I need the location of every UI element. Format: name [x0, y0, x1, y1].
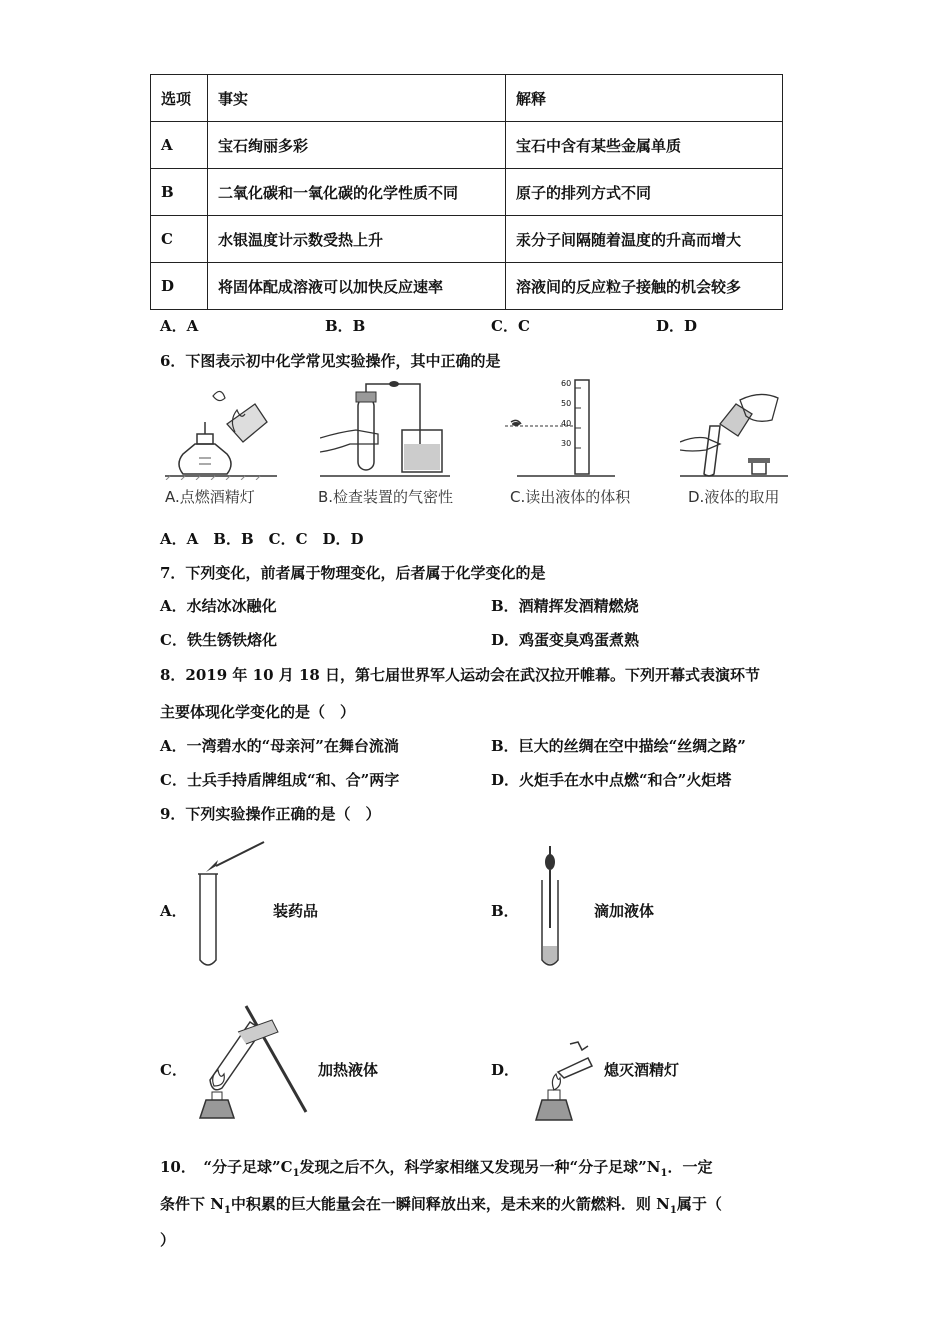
table-row — [151, 263, 783, 310]
figure-extinguish-lamp — [528, 1040, 603, 1124]
q6-options: A．A B．B C．C D．D — [160, 530, 364, 548]
q6-stem: 6．下图表示初中化学常见实验操作，其中正确的是 — [160, 352, 501, 370]
q9-a-label: 装药品 — [273, 902, 319, 920]
q9-b-label: 滴加液体 — [594, 902, 655, 920]
q8-option-c: C．士兵手持盾牌组成“和、合”两字 — [160, 771, 400, 789]
q5-option-c: C．C — [491, 317, 530, 335]
facts-table — [150, 74, 783, 310]
q10-text: 条件下 N — [160, 1195, 224, 1213]
subscript: 1 — [669, 1205, 677, 1216]
q6-caption-c: C.读出液体的体积 — [510, 488, 631, 506]
q10-text: ．一定 — [667, 1158, 713, 1176]
table-cell: C — [151, 216, 208, 263]
table-cell: 水银温度计示数受热上升 — [208, 216, 506, 263]
q6-caption-d: D.液体的取用 — [688, 488, 780, 506]
table-cell: 溶液间的反应粒子接触的机会较多 — [506, 263, 783, 310]
q8-option-d: D．火炬手在水中点燃“和合”火炬塔 — [491, 771, 732, 789]
q6-caption-b: B.检查装置的气密性 — [318, 488, 454, 506]
q10-line1 — [160, 1157, 713, 1184]
table-cell: D — [151, 263, 208, 310]
q10-line3: ） — [160, 1231, 176, 1249]
figure-read-volume — [505, 378, 615, 480]
q7-option-c: C．铁生锈铁熔化 — [160, 631, 277, 649]
q9-c-label: 加热液体 — [318, 1061, 379, 1079]
table-cell: 原子的排列方式不同 — [506, 169, 783, 216]
figure-take-liquid — [680, 380, 790, 480]
table-row — [151, 216, 783, 263]
q8-option-b: B．巨大的丝绸在空中描绘“丝绸之路” — [491, 737, 746, 755]
table-row — [151, 122, 783, 169]
q9-c-letter: C． — [160, 1061, 187, 1079]
q10-text: 10． “分子足球”C — [160, 1158, 293, 1176]
figure-check-airtightness — [320, 378, 455, 480]
tick-label: 50 — [561, 399, 572, 408]
table-cell: 将固体配成溶液可以加快反应速率 — [208, 263, 506, 310]
table-cell: A — [151, 122, 208, 169]
q8-stem-line1: 8．2019 年 10 月 18 日，第七届世界军人运动会在武汉拉开帷幕。下列开幕式表演环节 — [160, 666, 761, 684]
figure-load-solid — [192, 838, 272, 970]
q9-b-letter: B． — [491, 902, 519, 920]
tick-label: 40 — [561, 419, 572, 428]
table-header-cell: 事实 — [208, 75, 506, 122]
q7-stem: 7．下列变化，前者属于物理变化，后者属于化学变化的是 — [160, 564, 546, 582]
q9-stem: 9．下列实验操作正确的是（ ） — [160, 805, 381, 823]
table-cell: 汞分子间隔随着温度的升高而增大 — [506, 216, 783, 263]
q9-d-letter: D． — [491, 1061, 520, 1079]
table-cell: 宝石中含有某些金属单质 — [506, 122, 783, 169]
q5-option-a: A．A — [160, 317, 199, 335]
subscript: 1 — [660, 1168, 668, 1179]
q10-text: 属于（ — [676, 1195, 722, 1213]
figure-heat-liquid — [190, 1002, 315, 1126]
q8-option-a: A．一湾碧水的“母亲河”在舞台流淌 — [160, 737, 399, 755]
q9-d-label: 熄灭酒精灯 — [604, 1061, 680, 1079]
tick-label: 30 — [561, 439, 572, 448]
subscript: 1 — [292, 1168, 300, 1179]
q5-option-b: B．B — [325, 317, 366, 335]
figure-light-alcohol-lamp — [165, 384, 280, 480]
q8-stem-line2: 主要体现化学变化的是（ ） — [160, 703, 356, 721]
q10-text: 中积累的巨大能量会在一瞬间释放出来，是未来的火箭燃料．则 N — [230, 1195, 670, 1213]
q5-option-d: D．D — [656, 317, 698, 335]
figure-drip-liquid — [530, 842, 570, 972]
subscript: 1 — [223, 1205, 231, 1216]
table-cell: 二氧化碳和一氧化碳的化学性质不同 — [208, 169, 506, 216]
q7-option-b: B．酒精挥发酒精燃烧 — [491, 597, 639, 615]
table-cell: B — [151, 169, 208, 216]
table-row — [151, 169, 783, 216]
q10-text: 发现之后不久，科学家相继又发现另一种“分子足球”N — [299, 1158, 661, 1176]
q9-a-letter: A． — [160, 902, 187, 920]
tick-label: 60 — [561, 379, 572, 388]
q7-option-d: D．鸡蛋变臭鸡蛋煮熟 — [491, 631, 640, 649]
q10-line2 — [160, 1194, 722, 1221]
q6-caption-a: A.点燃酒精灯 — [165, 488, 255, 506]
table-header-row — [151, 75, 783, 122]
table-cell: 宝石绚丽多彩 — [208, 122, 506, 169]
q7-option-a: A．水结冰冰融化 — [160, 597, 277, 615]
table-header-cell: 解释 — [506, 75, 783, 122]
table-header-cell: 选项 — [151, 75, 208, 122]
